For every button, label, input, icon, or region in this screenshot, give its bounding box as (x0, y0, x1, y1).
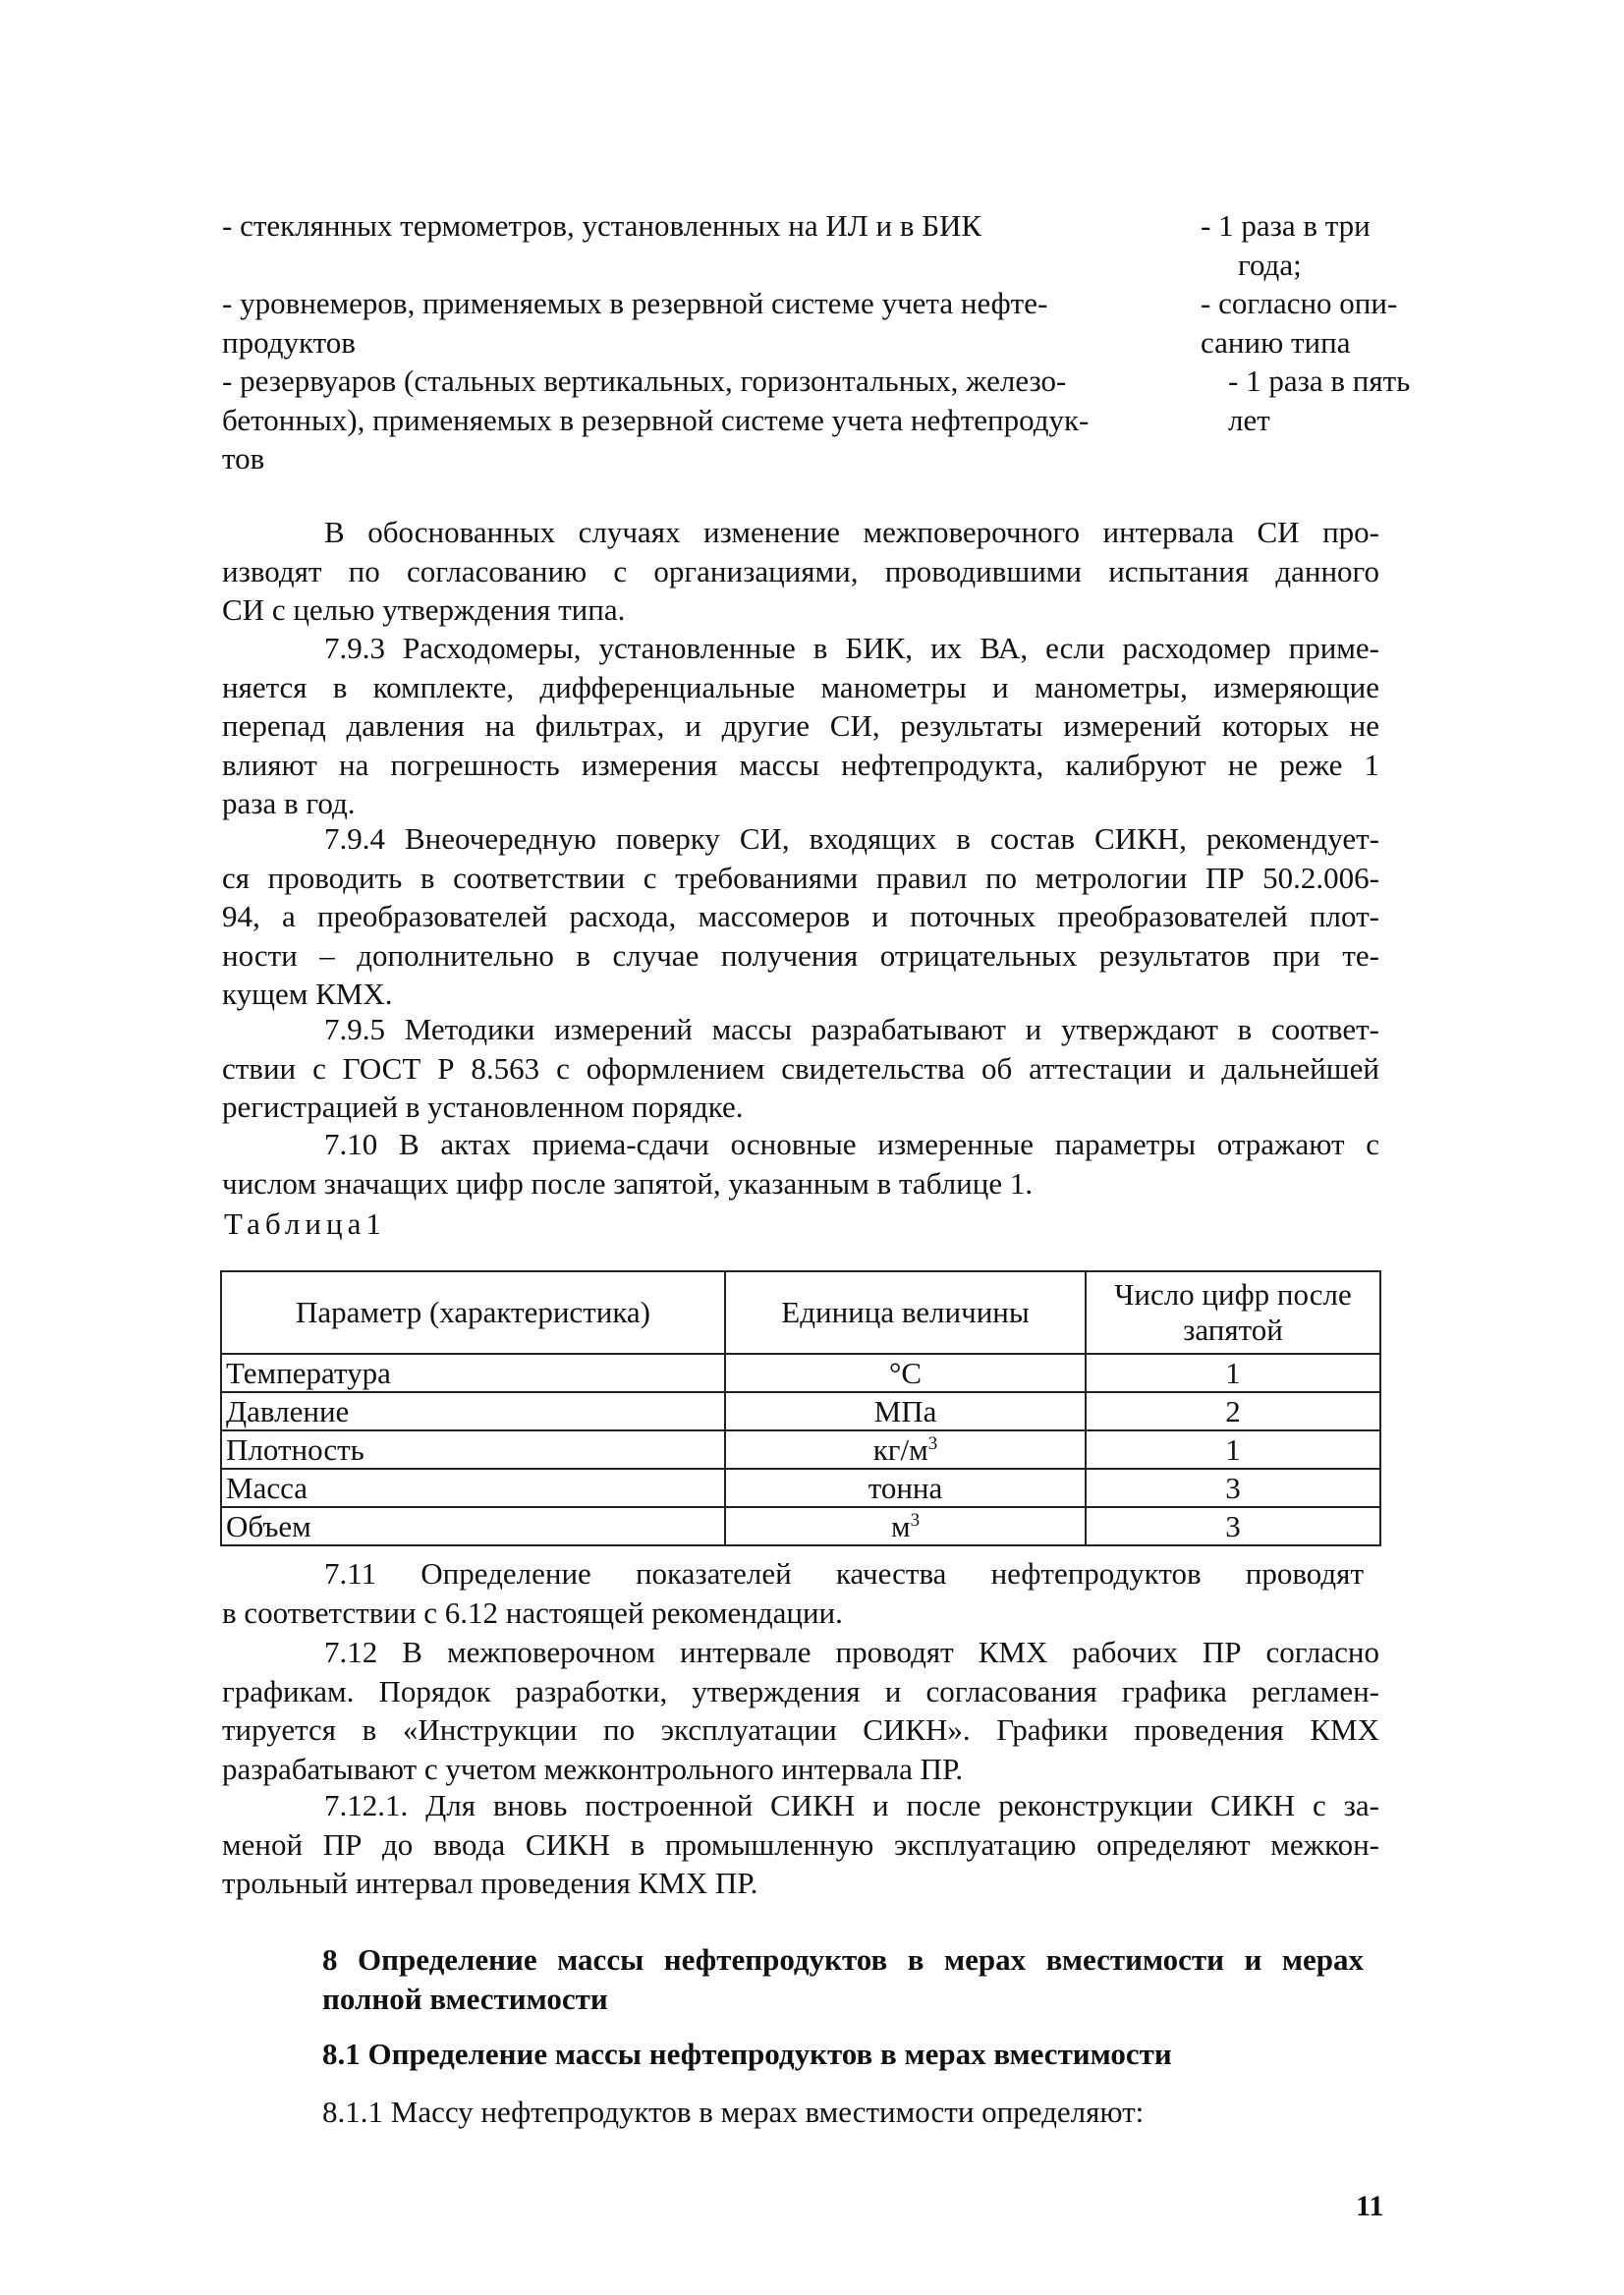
paragraph-interval-change (222, 513, 1379, 630)
text-line: числом значащих цифр после запятой, указанным в таблице 1. (222, 1165, 1034, 1201)
unit-text: м (890, 1509, 911, 1543)
text-line: ся проводить в соответствии с требованиями правил по метрологии ПР 50.2.006- (222, 860, 1379, 895)
page-number: 11 (1356, 2190, 1384, 2222)
text-line: 7.12 В межповерочном интервале проводят КМХ рабочих ПР согласно (324, 1635, 1379, 1669)
cell-digits: 1 (1086, 1354, 1380, 1392)
text-line: 7.11 Определение показателей качества нефтепродуктов проводят (324, 1556, 1364, 1591)
text-line: графикам. Порядок разработки, утверждения и согласования графика регламен- (222, 1673, 1379, 1708)
text-line: трольный интервал проведения КМХ ПР. (222, 1866, 758, 1900)
text-line: изводят по согласованию с организациями, проводившими испытания данного (222, 553, 1379, 588)
cell-parameter: Масса (221, 1469, 725, 1507)
paragraph-8-1-1 (322, 2093, 1144, 2132)
table-caption: Таблица1 (224, 1206, 386, 1241)
text-line: бетонных), применяемых в резервной системе учета нефтепродук- (222, 402, 1090, 437)
unit-text: кг/м (872, 1432, 928, 1467)
column-header-parameter: Параметр (характеристика) (221, 1271, 725, 1354)
text-line: 7.12.1. Для вновь построенной СИКН и после реконструкции СИКН с за- (324, 1788, 1379, 1822)
unit-text: МПа (873, 1394, 937, 1428)
paragraph-7-9-4 (222, 819, 1379, 1014)
text-line: тов (222, 441, 265, 476)
text-line: тируется в «Инструкции по эксплуатации СИКН». Графики проведения КМХ (222, 1712, 1379, 1747)
paragraph-7-9-5 (222, 1010, 1379, 1127)
text-line: кущем КМХ. (222, 977, 393, 1011)
text-line: - 1 раза в пять (1228, 364, 1411, 398)
unit-superscript: 3 (927, 1433, 938, 1454)
text-line: 8 Определение массы нефтепродуктов в мерах вместимости и мерах (322, 1942, 1364, 1977)
cell-parameter: Давление (221, 1392, 725, 1430)
list-item-thermometers-text (222, 206, 1146, 246)
text-line: лет (1228, 402, 1270, 437)
text-line: - уровнемеров, применяемых в резервной системе учета нефте- (222, 286, 1048, 320)
text-line: 8.1 Определение массы нефтепродуктов в мерах вместимости (322, 2037, 1172, 2071)
list-item-level-gauges-text (222, 284, 1146, 362)
cell-parameter: Объем (221, 1507, 725, 1545)
text-line: года; (1238, 247, 1302, 282)
cell-unit (725, 1392, 1086, 1430)
cell-parameter: Плотность (221, 1430, 725, 1469)
paragraph-7-9-3 (222, 629, 1379, 823)
list-item-thermometers-interval (1201, 206, 1427, 284)
text-line: - 1 раза в три (1201, 208, 1371, 243)
text-line: - стеклянных термометров, установленных на ИЛ и в БИК (222, 208, 982, 243)
text-line: - резервуаров (стальных вертикальных, горизонтальных, железо- (222, 364, 1067, 398)
table-row (221, 1430, 1380, 1469)
column-header-digits: Число цифр после запятой (1086, 1271, 1380, 1354)
text-line: меной ПР до ввода СИКН в промышленную эксплуатацию определяют межкон- (222, 1826, 1379, 1862)
text-line: няется в комплекте, дифференциальные манометры и манометры, измеряющие (222, 669, 1379, 704)
text-line: 7.9.3 Расходомеры, установленные в БИК, их ВА, если расходомер приме- (324, 631, 1379, 665)
cell-digits: 3 (1086, 1469, 1380, 1507)
text-line: влияют на погрешность измерения массы нефтепродукта, калибруют не реже 1 (222, 747, 1379, 782)
list-item-tanks-interval (1228, 362, 1454, 439)
text-line: продуктов (222, 324, 356, 360)
text-line: 7.9.5 Методики измерений массы разрабатывают и утверждают в соответ- (324, 1012, 1379, 1046)
paragraph-7-12-1 (222, 1786, 1379, 1903)
text-line: ствии с ГОСТ Р 8.563 с оформлением свидетельства об аттестации и дальнейшей (222, 1050, 1379, 1086)
text-line: регистрацией в установленном порядке. (222, 1090, 744, 1124)
unit-text: °С (888, 1356, 923, 1390)
unit-superscript: 3 (910, 1510, 921, 1531)
text-line: раза в год. (222, 786, 356, 820)
text-line: полной вместимости (322, 1981, 608, 2016)
text-line: 94, а преобразователей расхода, массомеров и поточных преобразователей плот- (222, 899, 1379, 933)
cell-digits: 2 (1086, 1392, 1380, 1430)
column-header-unit: Единица величины (725, 1271, 1086, 1354)
paragraph-7-10 (222, 1125, 1379, 1203)
section-heading-8 (322, 1940, 1364, 2018)
cell-unit (725, 1354, 1086, 1392)
list-item-level-gauges-interval (1201, 284, 1427, 362)
text-line: СИ с целью утверждения типа. (222, 592, 626, 627)
text-line: 8.1.1 Массу нефтепродуктов в мерах вместимости определяют: (322, 2095, 1145, 2129)
table-row (221, 1392, 1380, 1430)
cell-unit (725, 1507, 1086, 1545)
text-line: перепад давления на фильтрах, и другие СИ, результаты измерений которых не (222, 708, 1379, 743)
text-line: ности – дополнительно в случае получения отрицательных результатов при те- (222, 937, 1379, 973)
table-row (221, 1469, 1380, 1507)
text-line: - согласно опи- (1201, 286, 1398, 320)
cell-digits: 3 (1086, 1507, 1380, 1545)
text-line: в соответствии с 6.12 настоящей рекомендации. (222, 1595, 843, 1630)
cell-digits: 1 (1086, 1430, 1380, 1469)
cell-parameter: Температура (221, 1354, 725, 1392)
paragraph-7-12 (222, 1633, 1379, 1788)
table-significant-digits (220, 1270, 1381, 1546)
text-line: разрабатывают с учетом межконтрольного интервала ПР. (222, 1751, 964, 1786)
table-row (221, 1354, 1380, 1392)
text-line: 7.9.4 Внеочередную поверку СИ, входящих в состав СИКН, рекомендует- (324, 821, 1379, 856)
section-heading-8-1 (322, 2035, 1364, 2074)
cell-unit (725, 1469, 1086, 1507)
table-header-row (221, 1271, 1380, 1354)
cell-unit (725, 1430, 1086, 1469)
table-row (221, 1507, 1380, 1545)
text-line: 7.10 В актах приема-сдачи основные измеренные параметры отражают с (324, 1127, 1379, 1161)
paragraph-7-11 (222, 1554, 1364, 1632)
unit-text: тонна (868, 1471, 943, 1505)
text-line: В обоснованных случаях изменение межповерочного интервала СИ про- (324, 515, 1379, 549)
list-item-tanks-text (222, 362, 1146, 478)
text-line: санию типа (1201, 324, 1351, 360)
